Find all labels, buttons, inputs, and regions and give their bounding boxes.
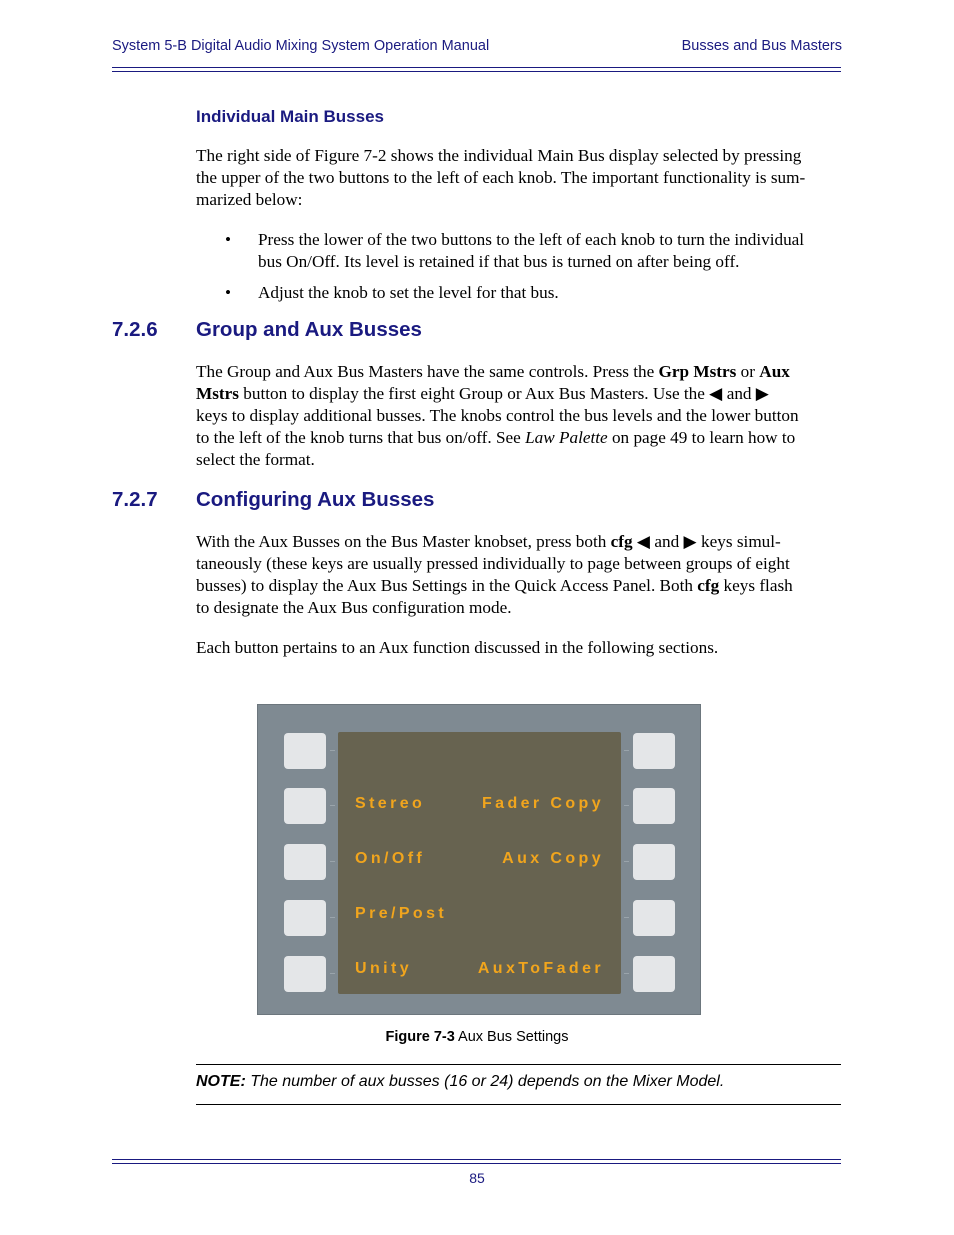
text-line: Press the lower of the two buttons to the left of each knob to turn the individual bbox=[258, 230, 805, 249]
subheading-individual-main-busses: Individual Main Busses bbox=[196, 107, 384, 126]
text-line: the upper of the two buttons to the left of each knob. The important functionality is sum- bbox=[196, 168, 806, 187]
bullet-item bbox=[258, 282, 841, 304]
note-rule-bottom bbox=[196, 1104, 841, 1105]
figure-caption: Figure 7-3 Aux Bus Settings bbox=[385, 1029, 569, 1045]
text-line: to the left of the knob turns that bus on/off. See Law Palette on page 49 to learn how to bbox=[196, 428, 796, 447]
button-tick bbox=[624, 861, 629, 862]
text-line: select the format. bbox=[196, 450, 315, 469]
text-line: With the Aux Busses on the Bus Master knobset, press both cfg ◀ and ▶ keys simul- bbox=[196, 532, 781, 551]
button-tick bbox=[624, 805, 629, 806]
text-line: bus On/Off. Its level is retained if that bus is turned on after being off. bbox=[258, 252, 740, 271]
header-rule bbox=[112, 71, 841, 72]
section-number: 7.2.7 bbox=[112, 488, 158, 511]
button-tick bbox=[330, 750, 335, 751]
text-line: keys to display additional busses. The knobs control the bus levels and the lower button bbox=[196, 406, 799, 425]
intro-paragraph bbox=[196, 145, 841, 211]
section-paragraph bbox=[196, 361, 841, 471]
lcd-label-on-off: On/Off bbox=[355, 850, 426, 867]
right-button-5[interactable] bbox=[633, 956, 675, 992]
section-paragraph bbox=[196, 531, 841, 619]
bullet-item bbox=[258, 229, 841, 273]
lcd-display bbox=[338, 732, 621, 994]
aux-bus-settings-panel bbox=[257, 704, 701, 1015]
law-palette-reference[interactable]: Law Palette bbox=[525, 428, 608, 447]
lcd-label-unity: Unity bbox=[355, 960, 412, 977]
button-tick bbox=[330, 917, 335, 918]
page-number: 85 bbox=[469, 1170, 485, 1186]
button-tick bbox=[624, 750, 629, 751]
right-button-1[interactable] bbox=[633, 733, 675, 769]
left-button-5[interactable] bbox=[284, 956, 326, 992]
footer-rule bbox=[112, 1163, 841, 1164]
section-paragraph: Each button pertains to an Aux function discussed in the following sections. bbox=[196, 638, 719, 657]
lcd-label-pre-post: Pre/Post bbox=[355, 905, 448, 922]
lcd-label-aux-copy: Aux Copy bbox=[502, 850, 604, 867]
footer-rule bbox=[112, 1159, 841, 1160]
section-number: 7.2.6 bbox=[112, 318, 158, 341]
text-line: marized below: bbox=[196, 190, 303, 209]
text-line: to designate the Aux Bus configuration mode. bbox=[196, 598, 512, 617]
text-line: Mstrs button to display the first eight Group or Aux Bus Masters. Use the ◀ and ▶ bbox=[196, 384, 770, 403]
bullet-symbol: • bbox=[225, 230, 232, 249]
left-button-4[interactable] bbox=[284, 900, 326, 936]
right-button-4[interactable] bbox=[633, 900, 675, 936]
text-line: The Group and Aux Bus Masters have the same controls. Press the Grp Mstrs or Aux bbox=[196, 362, 790, 381]
text-line: Adjust the knob to set the level for that bus. bbox=[258, 283, 559, 302]
running-header-title: System 5-B Digital Audio Mixing System Operation Manual bbox=[112, 38, 490, 54]
left-button-1[interactable] bbox=[284, 733, 326, 769]
right-button-3[interactable] bbox=[633, 844, 675, 880]
text-line: busses) to display the Aux Bus Settings in the Quick Access Panel. Both cfg keys flash bbox=[196, 576, 793, 595]
lcd-label-stereo: Stereo bbox=[355, 795, 426, 812]
button-tick bbox=[330, 861, 335, 862]
button-tick bbox=[624, 973, 629, 974]
section-title: Configuring Aux Busses bbox=[196, 488, 435, 511]
text-line: The right side of Figure 7-2 shows the individual Main Bus display selected by pressing bbox=[196, 146, 802, 165]
left-button-3[interactable] bbox=[284, 844, 326, 880]
header-rule bbox=[112, 67, 841, 68]
text-line: taneously (these keys are usually pressed individually to page between groups of eight bbox=[196, 554, 790, 573]
section-title: Group and Aux Busses bbox=[196, 318, 422, 341]
button-tick bbox=[624, 917, 629, 918]
note-text: NOTE: The number of aux busses (16 or 24) depends on the Mixer Model. bbox=[196, 1073, 725, 1090]
note-rule-top bbox=[196, 1064, 841, 1065]
lcd-label-aux-to-fader: AuxToFader bbox=[477, 960, 604, 977]
running-header-section: Busses and Bus Masters bbox=[681, 38, 842, 54]
button-tick bbox=[330, 973, 335, 974]
left-button-2[interactable] bbox=[284, 788, 326, 824]
bullet-symbol: • bbox=[225, 283, 232, 302]
right-button-2[interactable] bbox=[633, 788, 675, 824]
lcd-label-fader-copy: Fader Copy bbox=[481, 795, 604, 812]
button-tick bbox=[330, 805, 335, 806]
